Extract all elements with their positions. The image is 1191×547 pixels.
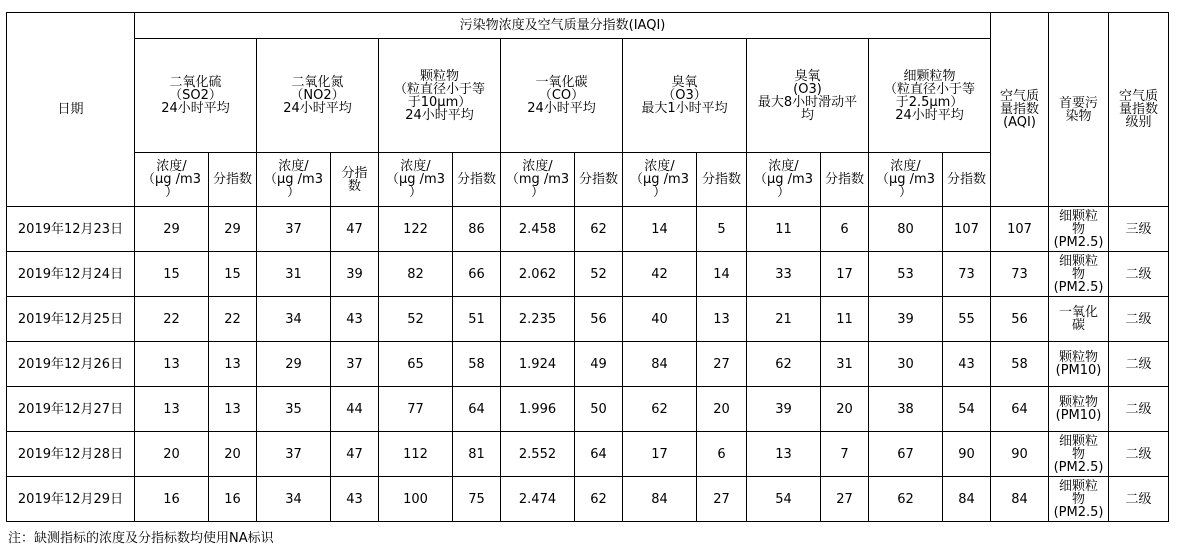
sub-index-cell: 66 xyxy=(453,252,501,297)
aqi-cell: 73 xyxy=(991,252,1049,297)
sub-index-cell: 15 xyxy=(209,252,257,297)
aqi-cell: 64 xyxy=(991,387,1049,432)
primary-pollutant-cell: 一氧化 碳 xyxy=(1049,297,1109,342)
footnote: 注：缺测指标的浓度及分指标数均使用NA标识 xyxy=(8,531,274,546)
primary-pollutant-cell: 细颗粒 物 (PM2.5) xyxy=(1049,207,1109,252)
sub-index-cell: 43 xyxy=(331,297,379,342)
sub-index-cell: 27 xyxy=(697,342,747,387)
primary-pollutant-cell: 颗粒物 (PM10) xyxy=(1049,342,1109,387)
concentration-cell: 34 xyxy=(257,297,331,342)
concentration-cell: 15 xyxy=(135,252,209,297)
sub-index-cell: 90 xyxy=(943,432,991,477)
sub-index-cell: 43 xyxy=(943,342,991,387)
concentration-cell: 37 xyxy=(257,207,331,252)
primary-pollutant-cell: 颗粒物 (PM10) xyxy=(1049,387,1109,432)
aqi-cell: 107 xyxy=(991,207,1049,252)
concentration-header: 浓度/ （μg /m3 ） xyxy=(869,153,943,207)
aqi-level-cell: 二级 xyxy=(1109,252,1169,297)
concentration-cell: 112 xyxy=(379,432,453,477)
sub-index-cell: 39 xyxy=(331,252,379,297)
sub-index-cell: 11 xyxy=(821,297,869,342)
sub-index-cell: 86 xyxy=(453,207,501,252)
concentration-cell: 29 xyxy=(257,342,331,387)
aqi-level-cell: 二级 xyxy=(1109,342,1169,387)
sub-index-cell: 20 xyxy=(697,387,747,432)
aqi-cell: 58 xyxy=(991,342,1049,387)
concentration-cell: 2.474 xyxy=(501,477,575,522)
concentration-cell: 84 xyxy=(623,477,697,522)
sub-index-cell: 20 xyxy=(821,387,869,432)
concentration-cell: 30 xyxy=(869,342,943,387)
sub-index-cell: 55 xyxy=(943,297,991,342)
concentration-cell: 34 xyxy=(257,477,331,522)
concentration-cell: 17 xyxy=(623,432,697,477)
concentration-header: 浓度/ （mg /m3 ） xyxy=(501,153,575,207)
concentration-cell: 77 xyxy=(379,387,453,432)
date-cell: 2019年12月29日 xyxy=(7,477,135,522)
concentration-cell: 31 xyxy=(257,252,331,297)
sub-index-header: 分指数 xyxy=(575,153,623,207)
concentration-cell: 29 xyxy=(135,207,209,252)
sub-index-cell: 5 xyxy=(697,207,747,252)
concentration-cell: 80 xyxy=(869,207,943,252)
concentration-cell: 52 xyxy=(379,297,453,342)
sub-index-cell: 47 xyxy=(331,207,379,252)
concentration-header: 浓度/ （μg /m3 ） xyxy=(747,153,821,207)
pollutant-name-header: 一氧化碳 （CO） 24小时平均 xyxy=(501,39,623,153)
sub-index-cell: 14 xyxy=(697,252,747,297)
table-row xyxy=(7,297,1169,342)
concentration-cell: 13 xyxy=(135,342,209,387)
sub-index-header: 分指数 xyxy=(697,153,747,207)
sub-index-cell: 17 xyxy=(821,252,869,297)
date-cell: 2019年12月23日 xyxy=(7,207,135,252)
primary-pollutant-cell: 细颗粒 物 (PM2.5) xyxy=(1049,432,1109,477)
sub-index-cell: 27 xyxy=(697,477,747,522)
sub-index-cell: 20 xyxy=(209,432,257,477)
concentration-cell: 21 xyxy=(747,297,821,342)
sub-index-header: 分指数 xyxy=(821,153,869,207)
aqi-level-header: 空气质 量指数 级别 xyxy=(1109,13,1169,207)
sub-index-cell: 52 xyxy=(575,252,623,297)
concentration-cell: 53 xyxy=(869,252,943,297)
concentration-header: 浓度/ （μg /m3 ） xyxy=(379,153,453,207)
concentration-cell: 67 xyxy=(869,432,943,477)
sub-index-cell: 7 xyxy=(821,432,869,477)
concentration-cell: 1.924 xyxy=(501,342,575,387)
concentration-cell: 82 xyxy=(379,252,453,297)
air-quality-table xyxy=(6,12,1169,522)
sub-index-cell: 22 xyxy=(209,297,257,342)
aqi-cell: 90 xyxy=(991,432,1049,477)
primary-pollutant-cell: 细颗粒 物 (PM2.5) xyxy=(1049,477,1109,522)
aqi-cell: 56 xyxy=(991,297,1049,342)
concentration-cell: 54 xyxy=(747,477,821,522)
concentration-cell: 22 xyxy=(135,297,209,342)
date-cell: 2019年12月27日 xyxy=(7,387,135,432)
sub-index-cell: 31 xyxy=(821,342,869,387)
concentration-cell: 62 xyxy=(623,387,697,432)
aqi-level-cell: 二级 xyxy=(1109,477,1169,522)
sub-index-cell: 29 xyxy=(209,207,257,252)
sub-index-header: 分指数 xyxy=(943,153,991,207)
sub-index-header: 分指数 xyxy=(209,153,257,207)
table-row xyxy=(7,432,1169,477)
sub-index-cell: 64 xyxy=(453,387,501,432)
sub-index-cell: 50 xyxy=(575,387,623,432)
concentration-cell: 16 xyxy=(135,477,209,522)
sub-index-cell: 56 xyxy=(575,297,623,342)
aqi-level-cell: 二级 xyxy=(1109,297,1169,342)
sub-index-cell: 107 xyxy=(943,207,991,252)
date-cell: 2019年12月28日 xyxy=(7,432,135,477)
concentration-cell: 65 xyxy=(379,342,453,387)
sub-index-cell: 37 xyxy=(331,342,379,387)
concentration-cell: 2.062 xyxy=(501,252,575,297)
pollutant-group-header: 污染物浓度及空气质量分指数(IAQI) xyxy=(135,13,991,39)
aqi-header: 空气质 量指数 (AQI) xyxy=(991,13,1049,207)
concentration-cell: 42 xyxy=(623,252,697,297)
aqi-cell: 84 xyxy=(991,477,1049,522)
table-row xyxy=(7,207,1169,252)
sub-index-cell: 43 xyxy=(331,477,379,522)
sub-index-cell: 62 xyxy=(575,477,623,522)
date-cell: 2019年12月25日 xyxy=(7,297,135,342)
pollutant-name-header: 颗粒物 （粒直径小于等 于10μm） 24小时平均 xyxy=(379,39,501,153)
concentration-cell: 13 xyxy=(747,432,821,477)
sub-index-cell: 62 xyxy=(575,207,623,252)
sub-index-cell: 27 xyxy=(821,477,869,522)
pollutant-name-header: 二氧化硫 （SO2） 24小时平均 xyxy=(135,39,257,153)
sub-index-header: 分指 数 xyxy=(331,153,379,207)
concentration-cell: 2.458 xyxy=(501,207,575,252)
concentration-header: 浓度/ （μg /m3 ） xyxy=(135,153,209,207)
sub-index-cell: 6 xyxy=(697,432,747,477)
table-row xyxy=(7,342,1169,387)
sub-index-cell: 47 xyxy=(331,432,379,477)
sub-index-cell: 75 xyxy=(453,477,501,522)
concentration-cell: 20 xyxy=(135,432,209,477)
primary-pollutant-header: 首要污 染物 xyxy=(1049,13,1109,207)
concentration-cell: 11 xyxy=(747,207,821,252)
concentration-cell: 2.552 xyxy=(501,432,575,477)
sub-index-cell: 13 xyxy=(209,342,257,387)
pollutant-name-header: 细颗粒物 （粒直径小于等 于2.5μm） 24小时平均 xyxy=(869,39,991,153)
concentration-cell: 122 xyxy=(379,207,453,252)
aqi-level-cell: 二级 xyxy=(1109,432,1169,477)
date-cell: 2019年12月26日 xyxy=(7,342,135,387)
table-row xyxy=(7,252,1169,297)
concentration-cell: 14 xyxy=(623,207,697,252)
sub-index-cell: 64 xyxy=(575,432,623,477)
concentration-cell: 2.235 xyxy=(501,297,575,342)
sub-index-cell: 13 xyxy=(697,297,747,342)
sub-index-cell: 58 xyxy=(453,342,501,387)
aqi-level-cell: 二级 xyxy=(1109,387,1169,432)
sub-index-header: 分指数 xyxy=(453,153,501,207)
table-row xyxy=(7,477,1169,522)
concentration-header: 浓度/ （μg /m3 ） xyxy=(623,153,697,207)
concentration-cell: 100 xyxy=(379,477,453,522)
concentration-cell: 13 xyxy=(135,387,209,432)
sub-index-cell: 84 xyxy=(943,477,991,522)
aqi-level-cell: 三级 xyxy=(1109,207,1169,252)
concentration-cell: 40 xyxy=(623,297,697,342)
table-row xyxy=(7,387,1169,432)
date-cell: 2019年12月24日 xyxy=(7,252,135,297)
concentration-cell: 39 xyxy=(869,297,943,342)
sub-index-cell: 81 xyxy=(453,432,501,477)
date-header: 日期 xyxy=(7,13,135,207)
pollutant-name-header: 二氧化氮 （NO2） 24小时平均 xyxy=(257,39,379,153)
concentration-cell: 39 xyxy=(747,387,821,432)
concentration-cell: 62 xyxy=(869,477,943,522)
concentration-cell: 62 xyxy=(747,342,821,387)
pollutant-name-header: 臭氧 (O3) 最大8小时滑动平 均 xyxy=(747,39,869,153)
concentration-cell: 35 xyxy=(257,387,331,432)
sub-index-cell: 73 xyxy=(943,252,991,297)
sub-index-cell: 13 xyxy=(209,387,257,432)
concentration-cell: 84 xyxy=(623,342,697,387)
concentration-cell: 1.996 xyxy=(501,387,575,432)
sub-index-cell: 44 xyxy=(331,387,379,432)
sub-index-cell: 51 xyxy=(453,297,501,342)
sub-index-cell: 16 xyxy=(209,477,257,522)
sub-index-cell: 49 xyxy=(575,342,623,387)
sub-index-cell: 6 xyxy=(821,207,869,252)
concentration-cell: 37 xyxy=(257,432,331,477)
pollutant-name-header: 臭氧 （O3） 最大1小时平均 xyxy=(623,39,747,153)
concentration-cell: 38 xyxy=(869,387,943,432)
sub-index-cell: 54 xyxy=(943,387,991,432)
concentration-header: 浓度/ （μg /m3 ） xyxy=(257,153,331,207)
primary-pollutant-cell: 细颗粒 物 (PM2.5) xyxy=(1049,252,1109,297)
concentration-cell: 33 xyxy=(747,252,821,297)
